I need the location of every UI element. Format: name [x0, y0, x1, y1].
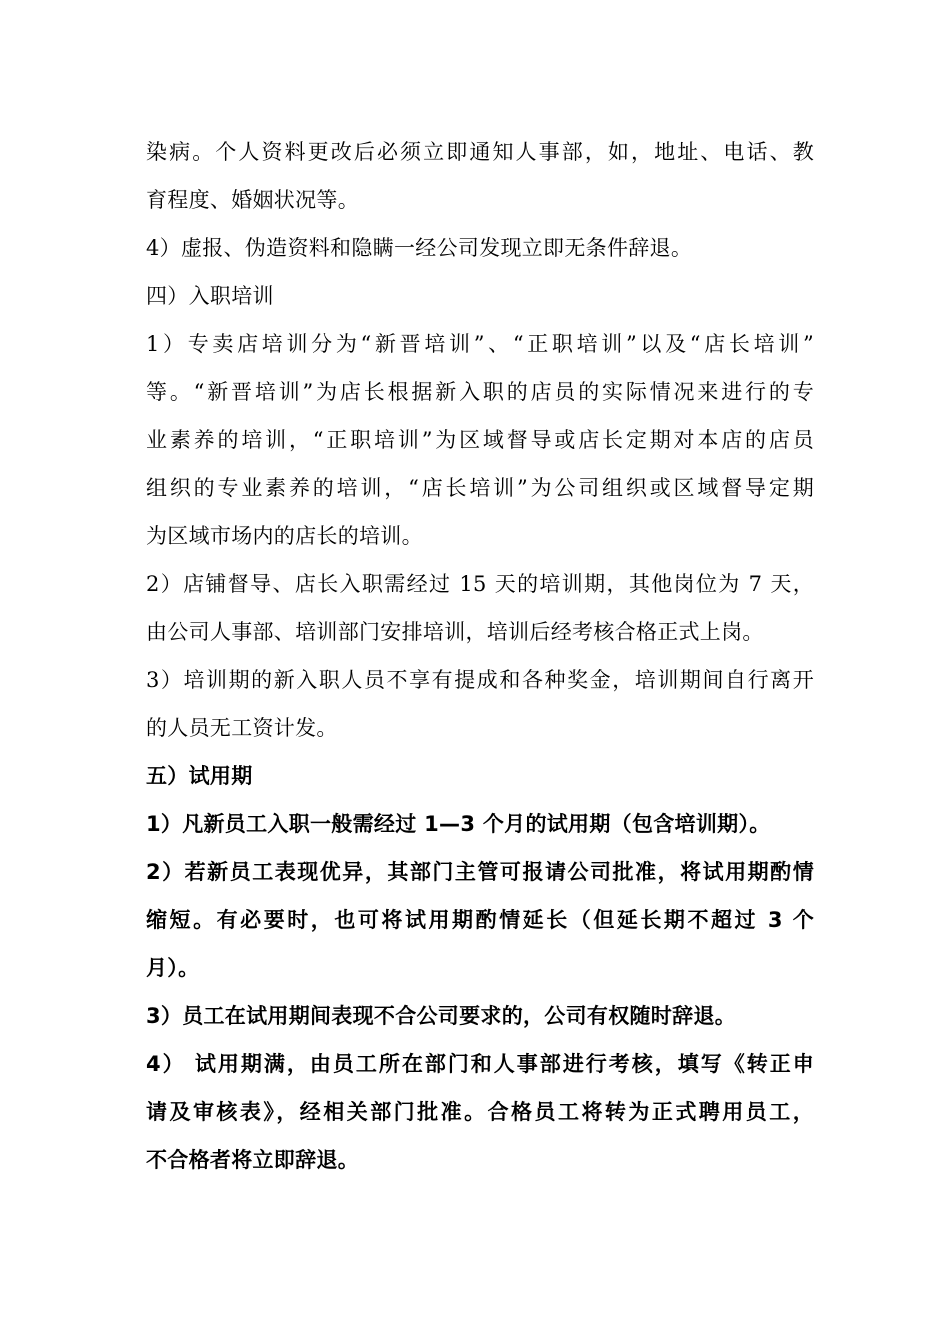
paragraph-line: 2）若新员工表现优异，其部门主管可报请公司批准，将试用期酌情 [146, 860, 814, 884]
paragraph-line: 染病。个人资料更改后必须立即通知人事部，如，地址、电话、教 [146, 140, 814, 164]
document-page [146, 128, 814, 1184]
paragraph-line: 2）店铺督导、店长入职需经过 15 天的培训期，其他岗位为 7 天， [146, 572, 814, 596]
paragraph-line: 1）专卖店培训分为“新晋培训”、“正职培训”以及“店长培训” [146, 332, 814, 356]
section-heading-probation: 五）试用期 [146, 764, 253, 788]
paragraph-line: 3）培训期的新入职人员不享有提成和各种奖金，培训期间自行离开 [146, 668, 814, 692]
paragraph-line: 的人员无工资计发。 [146, 716, 338, 740]
section-heading-onboarding-training: 四）入职培训 [146, 284, 274, 308]
paragraph-line: 4） 试用期满，由员工所在部门和人事部进行考核，填写《转正申 [146, 1052, 814, 1076]
paragraph-line: 缩短。有必要时，也可将试用期酌情延长（但延长期不超过 3 个 [146, 908, 814, 932]
paragraph-line: 4）虚报、伪造资料和隐瞒一经公司发现立即无条件辞退。 [146, 236, 693, 260]
paragraph-line: 等。“新晋培训”为店长根据新入职的店员的实际情况来进行的专 [146, 380, 814, 404]
paragraph-line: 组织的专业素养的培训，“店长培训”为公司组织或区域督导定期 [146, 476, 814, 500]
paragraph-line: 不合格者将立即辞退。 [146, 1148, 359, 1172]
paragraph-line: 由公司人事部、培训部门安排培训，培训后经考核合格正式上岗。 [146, 620, 764, 644]
paragraph-line: 请及审核表》，经相关部门批准。合格员工将转为正式聘用员工， [146, 1100, 814, 1124]
paragraph-line: 1）凡新员工入职一般需经过 1—3 个月的试用期（包含培训期）。 [146, 812, 771, 836]
paragraph-line: 月）。 [146, 956, 200, 980]
paragraph-line: 育程度、婚姻状况等。 [146, 188, 359, 212]
paragraph-line: 为区域市场内的店长的培训。 [146, 524, 423, 548]
paragraph-line: 业素养的培训，“正职培训”为区域督导或店长定期对本店的店员 [146, 428, 814, 452]
paragraph-line: 3）员工在试用期间表现不合公司要求的，公司有权随时辞退。 [146, 1004, 737, 1028]
